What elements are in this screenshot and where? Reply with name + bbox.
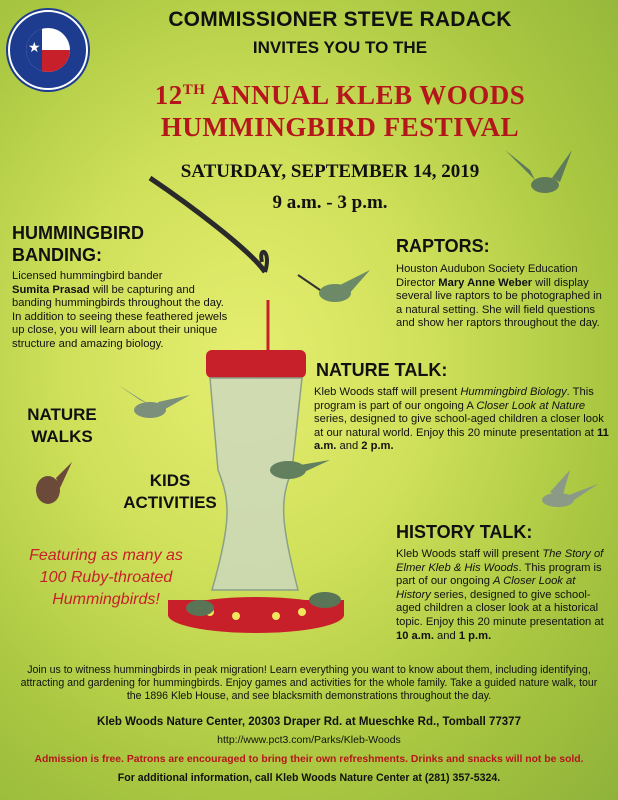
raptors-heading: RAPTORS:: [396, 236, 490, 256]
contact-info: For additional information, call Kleb Woods Nature Center at (281) 357-5324.: [117, 772, 501, 784]
hummingbird-icon: [270, 460, 330, 479]
festival-title-line1: 12TH ANNUAL KLEB WOODS: [154, 80, 526, 110]
banding-text: Licensed hummingbird bander Sumita Prasad will be capturing and banding hummingbirds throughout the day. In addition to seeing these feathered jewels up close, you will learn about their unique structure and amazing biology.: [12, 270, 228, 350]
footer-intro: Join us to witness hummingbirds in peak migration! Learn everything you want to know about them, including identifying, attracting and gardening for hummingbirds. Enjoy games and activities for the whole family. Take a guided nature walk, tour the 1896 Kleb House, and see blacksmith demonstrations throughout the day.: [20, 664, 598, 702]
history-talk-text: Kleb Woods staff will present The Story of Elmer Kleb & His Woods. This program is part of our ongoing A Closer Look at History series, designed to give school-aged children a closer look at a historical topic. Enjoy this 20 minute presentation at 10 a.m. and 1 p.m.: [396, 548, 604, 642]
raptors-text: Houston Audubon Society Education Director Mary Anne Weber will display several live raptors to be photographed in a natural setting. She will field questions and show her raptors throughout the day.: [396, 263, 602, 330]
event-time: 9 a.m. - 3 p.m.: [272, 192, 388, 213]
hummingbird-icon: [118, 385, 190, 418]
hummingbird-icon: [36, 462, 72, 504]
footer-address: Kleb Woods Nature Center, 20303 Draper Rd. at Mueschke Rd., Tomball 77377: [97, 716, 521, 728]
hanger-hook-icon: [150, 178, 265, 272]
county-seal-logo: ★: [8, 10, 88, 90]
event-date: SATURDAY, SEPTEMBER 14, 2019: [180, 161, 480, 182]
footer-url[interactable]: http://www.pct3.com/Parks/Kleb-Woods: [217, 734, 401, 746]
admission-note: Admission is free. Patrons are encouraged to bring their own refreshments. Drinks and snacks will not be sold.: [34, 754, 584, 765]
hummingbird-icon: [298, 270, 370, 302]
hummingbird-icon: [542, 470, 598, 507]
nature-talk-text: Kleb Woods staff will present Hummingbird Biology. This program is part of our ongoing A Closer Look at Nature series, designed to give school-aged children a closer look at our natural world. Enjoy this 20 minute presentation at 11 a.m. and 2 p.m.: [314, 386, 609, 453]
nature-walks-label: NATURE WALKS: [27, 405, 97, 446]
commissioner-heading: COMMISSIONER STEVE RADACK: [168, 8, 512, 31]
hummingbird-icon: [505, 150, 572, 193]
festival-title-line2: HUMMINGBIRD FESTIVAL: [160, 112, 520, 142]
feeder-bottle-icon: [210, 378, 302, 590]
featuring-callout: Featuring as many as 100 Ruby-throated Hummingbirds!: [29, 547, 183, 608]
kids-activities-label: KIDS ACTIVITIES: [123, 471, 217, 512]
feeder-cap-icon: [206, 350, 306, 378]
banding-heading: HUMMINGBIRD BANDING:: [12, 223, 144, 265]
history-talk-heading: HISTORY TALK:: [396, 522, 533, 542]
invites-heading: INVITES YOU TO THE: [252, 38, 428, 57]
nature-talk-heading: NATURE TALK:: [316, 360, 448, 380]
